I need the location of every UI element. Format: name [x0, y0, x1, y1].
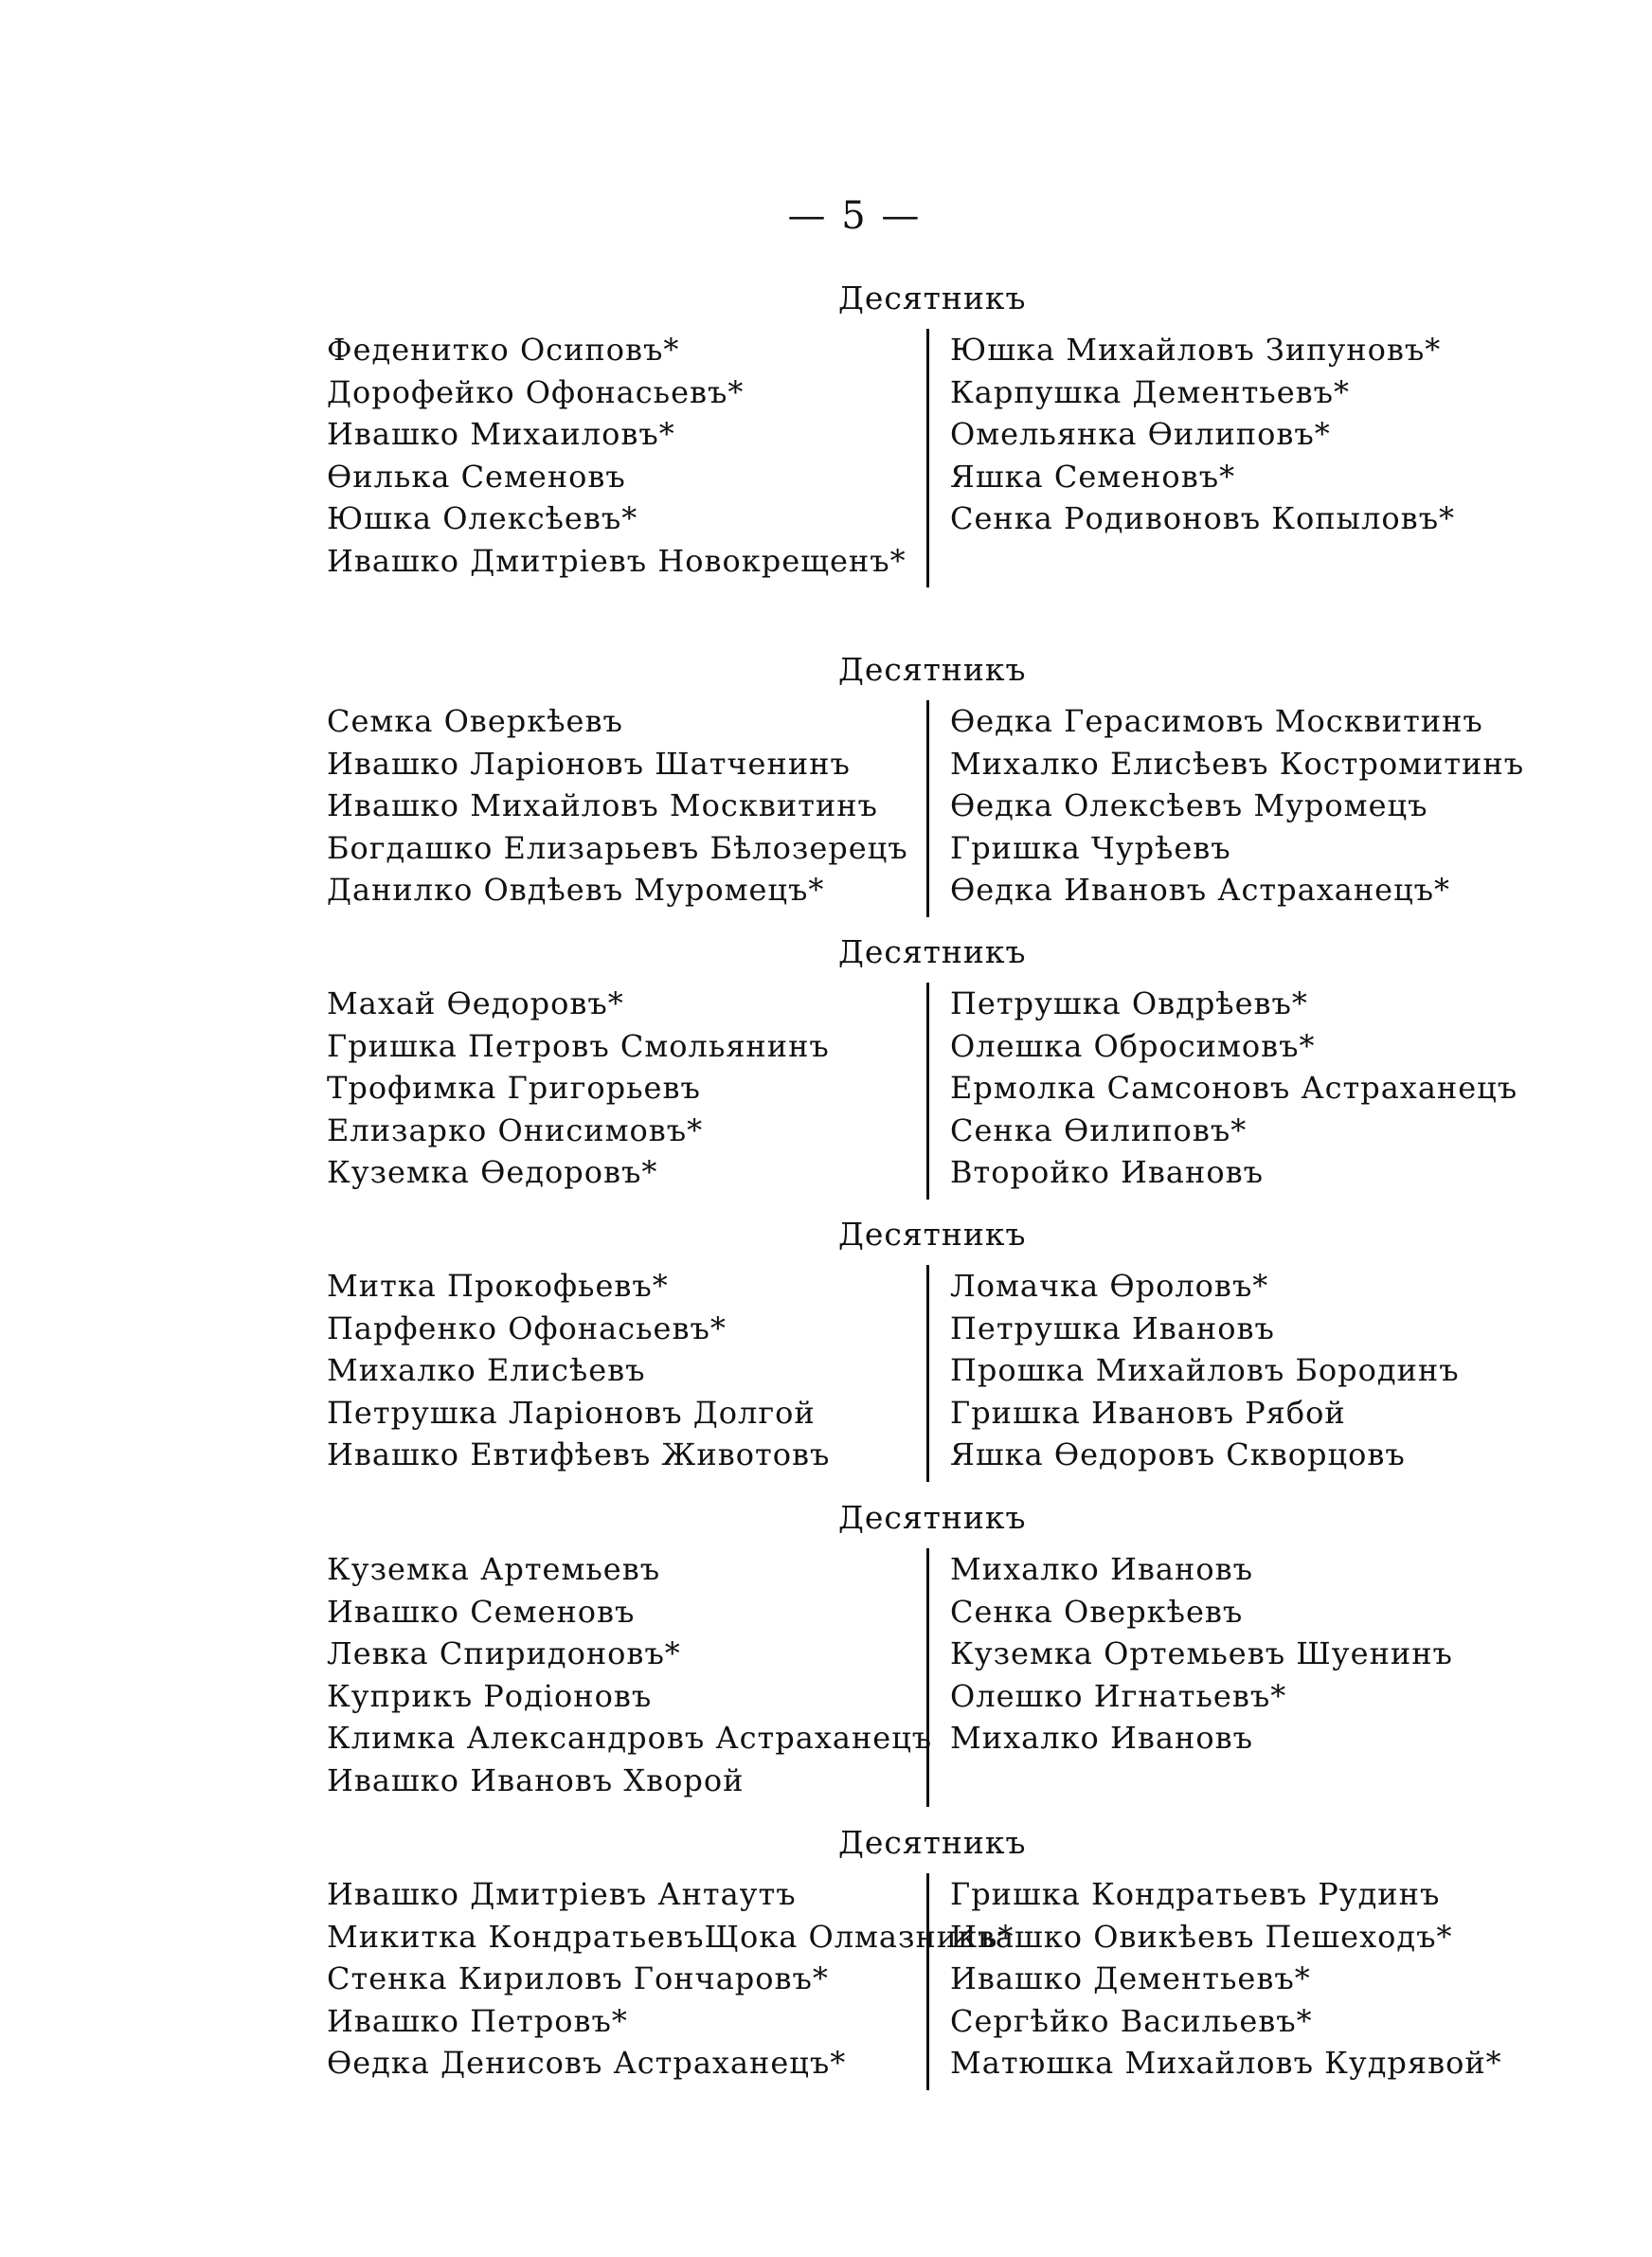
page-number: — 5 — [787, 194, 922, 238]
left-column [327, 329, 907, 582]
name-entry: Микитка КондратьевъЩока Олмазникъ* [327, 1918, 1015, 1955]
name-entry: Өедка Олексѣевъ Муромецъ [950, 787, 1428, 823]
name-entry: Петрушка Ларіоновъ Долгой [327, 1394, 816, 1431]
name-entry: Ломачка Өроловъ* [950, 1268, 1269, 1304]
name-entry: Парфенко Офонасьевъ* [327, 1309, 727, 1346]
left-column [327, 1265, 830, 1476]
section-title: Десятникъ [838, 1216, 1027, 1253]
name-entry: Сергѣйко Васильевъ* [950, 2002, 1313, 2039]
name-entry: Дорофейко Офонасьевъ* [327, 373, 745, 410]
name-entry: Елизарко Онисимовъ* [327, 1111, 704, 1148]
section-title: Десятникъ [838, 933, 1027, 970]
name-entry: Второйко Ивановъ [950, 1154, 1264, 1190]
name-entry: Олешка Обросимовъ* [950, 1027, 1316, 1064]
name-entry: Сенка Өилиповъ* [950, 1111, 1248, 1148]
column-divider [926, 1265, 929, 1482]
left-column [327, 1548, 932, 1801]
name-entry: Михалко Ивановъ [950, 1551, 1253, 1587]
name-entry: Митка Прокофьевъ* [327, 1268, 669, 1304]
name-entry: Ивашко Семеновъ [327, 1593, 636, 1630]
left-column [327, 983, 830, 1194]
section-title: Десятникъ [838, 1499, 1027, 1536]
section-title: Десятникъ [838, 280, 1027, 316]
right-column [950, 1548, 1453, 1760]
name-entry: Яшка Өедоровъ Скворцовъ [950, 1436, 1406, 1472]
name-entry: Богдашко Елизарьевъ Бѣлозерецъ [327, 829, 908, 866]
right-column [950, 329, 1455, 540]
name-entry: Ивашко Ларіоновъ Шатченинъ [327, 745, 851, 782]
name-entry: Ивашко Овикѣевъ Пешеходъ* [950, 1918, 1453, 1955]
left-column [327, 700, 908, 912]
name-entry: Куприкъ Родіоновъ [327, 1677, 653, 1714]
name-entry: Ермолка Самсоновъ Астраханецъ [950, 1070, 1518, 1106]
name-entry: Климка Александровъ Астраханецъ [327, 1720, 933, 1756]
name-entry: Гришка Чурѣевъ [950, 829, 1231, 866]
right-column [950, 700, 1524, 912]
name-entry: Михалко Ивановъ [950, 1720, 1253, 1756]
name-entry: Омельянка Өилиповъ* [950, 416, 1331, 452]
name-entry: Сенка Родивоновъ Копыловъ* [950, 500, 1456, 536]
name-entry: Яшка Семеновъ* [950, 458, 1236, 495]
name-entry: Махай Өедоровъ* [327, 985, 624, 1021]
name-entry: Сенка Оверкѣевъ [950, 1593, 1244, 1630]
name-entry: Куземка Артемьевъ [327, 1551, 661, 1587]
name-entry: Ивашко Дмитріевъ Новокрещенъ* [327, 542, 907, 579]
name-entry: Куземка Ортемьевъ Шуенинъ [950, 1635, 1453, 1671]
name-entry: Ивашко Ивановъ Хворой [327, 1761, 745, 1798]
left-column [327, 1873, 1014, 2085]
column-divider [926, 700, 929, 917]
name-entry: Семка Оверкѣевъ [327, 703, 623, 739]
name-entry: Данилко Овдѣевъ Муромецъ* [327, 872, 825, 908]
name-entry: Гришка Петровъ Смольянинъ [327, 1027, 830, 1064]
name-entry: Карпушка Дементьевъ* [950, 373, 1351, 410]
name-entry: Өилька Семеновъ [327, 458, 626, 495]
column-divider [926, 983, 929, 1200]
section-title: Десятникъ [838, 1824, 1027, 1861]
name-entry: Куземка Өедоровъ* [327, 1154, 658, 1190]
name-entry: Ивашко Дмитріевъ Антаутъ [327, 1876, 797, 1912]
name-entry: Михалко Елисѣевъ Костромитинъ [950, 745, 1525, 782]
name-entry: Матюшка Михайловъ Кудрявой* [950, 2045, 1502, 2081]
column-divider [926, 329, 929, 587]
name-entry: Юшка Михайловъ Зипуновъ* [950, 332, 1442, 368]
name-entry: Ивашко Михаиловъ* [327, 416, 675, 452]
name-entry: Михалко Елисѣевъ [327, 1352, 646, 1388]
name-entry: Левка Спиридоновъ* [327, 1635, 681, 1671]
name-entry: Өедка Денисовъ Астраханецъ* [327, 2045, 847, 2081]
right-column [950, 1265, 1460, 1476]
name-entry: Өедка Ивановъ Астраханецъ* [950, 872, 1451, 908]
name-entry: Олешко Игнатьевъ* [950, 1677, 1287, 1714]
name-entry: Петрушка Ивановъ [950, 1309, 1275, 1346]
name-entry: Гришка Ивановъ Рябой [950, 1394, 1346, 1431]
name-entry: Прошка Михайловъ Бородинъ [950, 1352, 1460, 1388]
right-column [950, 1873, 1502, 2085]
section-title: Десятникъ [838, 651, 1027, 688]
name-entry: Стенка Кириловъ Гончаровъ* [327, 1960, 829, 1996]
name-entry: Феденитко Осиповъ* [327, 332, 680, 368]
name-entry: Ивашко Евтифѣевъ Животовъ [327, 1436, 831, 1472]
right-column [950, 983, 1517, 1194]
name-entry: Юшка Олексѣевъ* [327, 500, 638, 536]
name-entry: Петрушка Овдрѣевъ* [950, 985, 1308, 1021]
name-entry: Өедка Герасимовъ Москвитинъ [950, 703, 1483, 739]
name-entry: Гришка Кондратьевъ Рудинъ [950, 1876, 1441, 1912]
name-entry: Трофимка Григорьевъ [327, 1070, 701, 1106]
name-entry: Ивашко Дементьевъ* [950, 1960, 1311, 1996]
name-entry: Ивашко Петровъ* [327, 2002, 628, 2039]
name-entry: Ивашко Михайловъ Москвитинъ [327, 787, 878, 823]
